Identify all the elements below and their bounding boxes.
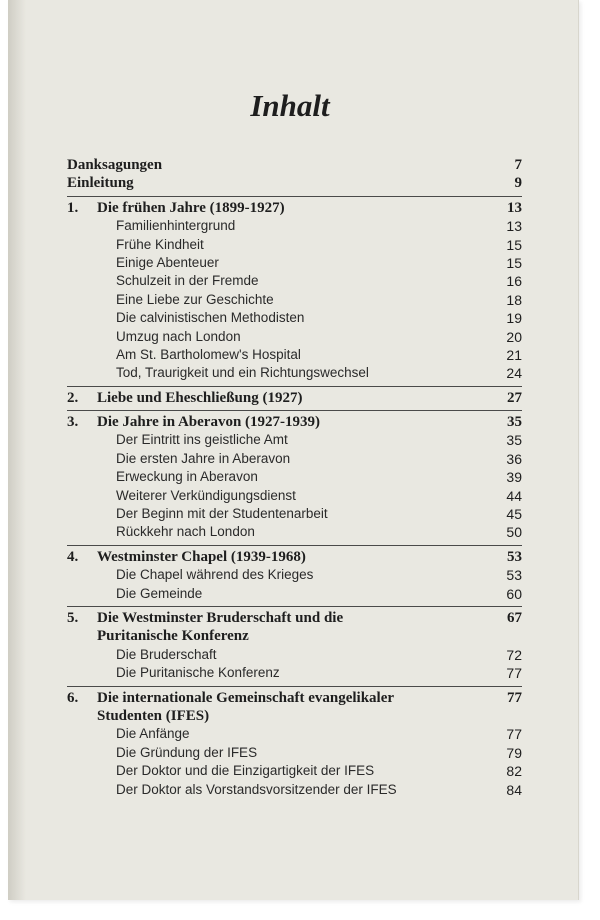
toc-subsection-page: 79 bbox=[506, 744, 522, 761]
toc-subsection bbox=[67, 763, 522, 781]
toc-entry-label: Einleitung bbox=[67, 175, 134, 192]
toc-subsection-page: 50 bbox=[506, 524, 522, 541]
toc-subsection-page: 24 bbox=[506, 365, 522, 382]
toc-subsection bbox=[67, 745, 522, 763]
toc-subsection-label: Frühe Kindheit bbox=[116, 236, 204, 252]
toc-subsection-label: Rückkehr nach London bbox=[116, 524, 255, 540]
toc-subsection bbox=[67, 273, 522, 291]
toc-chapter-title: Die internationale Gemeinschaft evangelikaler bbox=[97, 689, 395, 706]
toc-subsection bbox=[67, 567, 522, 585]
toc-chapter-heading bbox=[67, 200, 522, 218]
toc-subsection-page: 39 bbox=[506, 469, 522, 486]
toc-subsection-page: 20 bbox=[506, 328, 522, 345]
toc-subsection-label: Die Puritanische Konferenz bbox=[116, 665, 280, 681]
toc-chapter-title: Die Jahre in Aberavon (1927-1939) bbox=[97, 414, 321, 431]
toc-subsection bbox=[67, 310, 522, 328]
toc-subsection-label: Umzug nach London bbox=[116, 328, 241, 344]
toc-entry-page: 9 bbox=[514, 175, 522, 192]
toc-subsection-page: 15 bbox=[506, 254, 522, 271]
toc-chapter-heading bbox=[67, 414, 522, 432]
page-title: Inhalt bbox=[250, 88, 330, 123]
toc-chapter-title: Liebe und Eheschließung (1927) bbox=[97, 389, 303, 406]
toc-subsection bbox=[67, 292, 522, 310]
toc-subsection-page: 15 bbox=[506, 236, 522, 253]
toc-subsection bbox=[67, 469, 522, 487]
toc-subsection-label: Erweckung in Aberavon bbox=[116, 469, 258, 485]
toc-subsection bbox=[67, 347, 522, 365]
toc-entry bbox=[67, 157, 522, 175]
toc-subsection-label: Eine Liebe zur Geschichte bbox=[116, 291, 274, 307]
toc-chapter-title: Westminster Chapel (1939-1968) bbox=[97, 548, 306, 565]
toc-subsection bbox=[67, 255, 522, 273]
toc-subsection-label: Der Doktor und die Einzigartigkeit der IFES bbox=[116, 763, 375, 779]
toc-subsection-label: Familienhintergrund bbox=[116, 218, 236, 234]
toc-chapter-heading-continued bbox=[67, 628, 522, 646]
page-gutter-shadow bbox=[8, 0, 26, 900]
toc-subsection-label: Der Eintritt ins geistliche Amt bbox=[116, 432, 288, 448]
toc-subsection-label: Die Chapel während des Krieges bbox=[116, 567, 314, 583]
toc-chapter-page: 27 bbox=[507, 389, 522, 406]
toc-subsection-page: 16 bbox=[506, 273, 522, 290]
toc-subsection-page: 53 bbox=[506, 567, 522, 584]
toc-entry-page: 7 bbox=[514, 157, 522, 173]
toc-chapter-title: Die Westminster Bruderschaft und die bbox=[97, 609, 344, 626]
toc-subsection bbox=[67, 488, 522, 506]
toc-subsection bbox=[67, 365, 522, 383]
toc-subsection-page: 18 bbox=[506, 291, 522, 308]
toc-chapter-page: 13 bbox=[507, 199, 522, 216]
toc-entry-label: Danksagungen bbox=[67, 157, 163, 173]
toc-subsection bbox=[67, 782, 522, 800]
toc-subsection-label: Einige Abenteuer bbox=[116, 254, 219, 270]
toc-chapter bbox=[67, 606, 522, 686]
toc-chapter-heading bbox=[67, 690, 522, 708]
toc-chapter-number: 4. bbox=[67, 548, 79, 565]
toc-chapter-number: 6. bbox=[67, 689, 79, 706]
toc-subsection-page: 36 bbox=[506, 450, 522, 467]
toc-subsection bbox=[67, 726, 522, 744]
toc-chapter-page: 77 bbox=[507, 689, 522, 706]
toc-subsection-label: Die calvinistischen Methodisten bbox=[116, 310, 305, 326]
toc-subsection bbox=[67, 647, 522, 665]
toc-subsection bbox=[67, 524, 522, 542]
toc-subsection-page: 77 bbox=[506, 665, 522, 682]
toc-subsection-label: Tod, Traurigkeit und ein Richtungswechsel bbox=[116, 365, 369, 381]
toc-chapter-number: 3. bbox=[67, 414, 79, 431]
toc-chapter bbox=[67, 686, 522, 802]
toc-subsection-page: 13 bbox=[506, 218, 522, 235]
toc-chapter-heading-continued bbox=[67, 708, 522, 726]
toc-subsection-page: 72 bbox=[506, 646, 522, 663]
toc-subsection-page: 77 bbox=[506, 726, 522, 743]
toc-chapter bbox=[67, 545, 522, 606]
toc-subsection-label: Schulzeit in der Fremde bbox=[116, 273, 259, 289]
toc-entry bbox=[67, 175, 522, 193]
toc-subsection bbox=[67, 451, 522, 469]
toc-subsection-page: 44 bbox=[506, 487, 522, 504]
toc-chapter bbox=[67, 196, 522, 386]
toc-subsection-page: 60 bbox=[506, 585, 522, 602]
toc-subsection bbox=[67, 237, 522, 255]
toc-subsection-label: Die Gemeinde bbox=[116, 585, 203, 601]
toc-subsection-page: 21 bbox=[506, 346, 522, 363]
toc-chapter-number: 5. bbox=[67, 609, 79, 626]
toc-subsection bbox=[67, 586, 522, 604]
toc-subsection-page: 35 bbox=[506, 432, 522, 449]
toc-subsection-page: 45 bbox=[506, 506, 522, 523]
toc-chapter-title-line2: Puritanische Konferenz bbox=[97, 628, 249, 645]
toc-subsection-label: Der Beginn mit der Studentenarbeit bbox=[116, 506, 328, 522]
toc-subsection bbox=[67, 665, 522, 683]
toc-subsection bbox=[67, 432, 522, 450]
toc-chapter-heading bbox=[67, 549, 522, 567]
toc-chapter bbox=[67, 410, 522, 545]
toc-subsection-label: Die Gründung der IFES bbox=[116, 744, 258, 760]
table-of-contents bbox=[67, 157, 522, 802]
toc-chapter-number: 1. bbox=[67, 199, 79, 216]
toc-front-matter bbox=[67, 157, 522, 196]
toc-subsection bbox=[67, 506, 522, 524]
toc-subsection-label: Die Anfänge bbox=[116, 726, 190, 742]
toc-subsection bbox=[67, 218, 522, 236]
toc-subsection bbox=[67, 329, 522, 347]
toc-chapter-heading bbox=[67, 610, 522, 628]
toc-subsection-label: Die Bruderschaft bbox=[116, 646, 217, 662]
toc-subsection-label: Die ersten Jahre in Aberavon bbox=[116, 450, 291, 466]
toc-subsection-page: 19 bbox=[506, 310, 522, 327]
toc-chapter-title: Die frühen Jahre (1899-1927) bbox=[97, 199, 285, 216]
toc-chapter-page: 35 bbox=[507, 414, 522, 431]
toc-subsection-label: Weiterer Verkündigungsdienst bbox=[116, 487, 296, 503]
toc-chapter-number: 2. bbox=[67, 389, 79, 406]
toc-chapter-page: 67 bbox=[507, 609, 522, 626]
toc-chapter-title-line2: Studenten (IFES) bbox=[97, 707, 210, 724]
toc-chapter bbox=[67, 386, 522, 410]
toc-subsection-page: 84 bbox=[506, 781, 522, 798]
toc-chapter-page: 53 bbox=[507, 548, 522, 565]
toc-subsection-label: Der Doktor als Vorstandsvorsitzender der IFES bbox=[116, 781, 397, 797]
toc-chapter-heading bbox=[67, 390, 522, 408]
toc-subsection-page: 82 bbox=[506, 763, 522, 780]
toc-subsection-label: Am St. Bartholomew's Hospital bbox=[116, 346, 301, 362]
